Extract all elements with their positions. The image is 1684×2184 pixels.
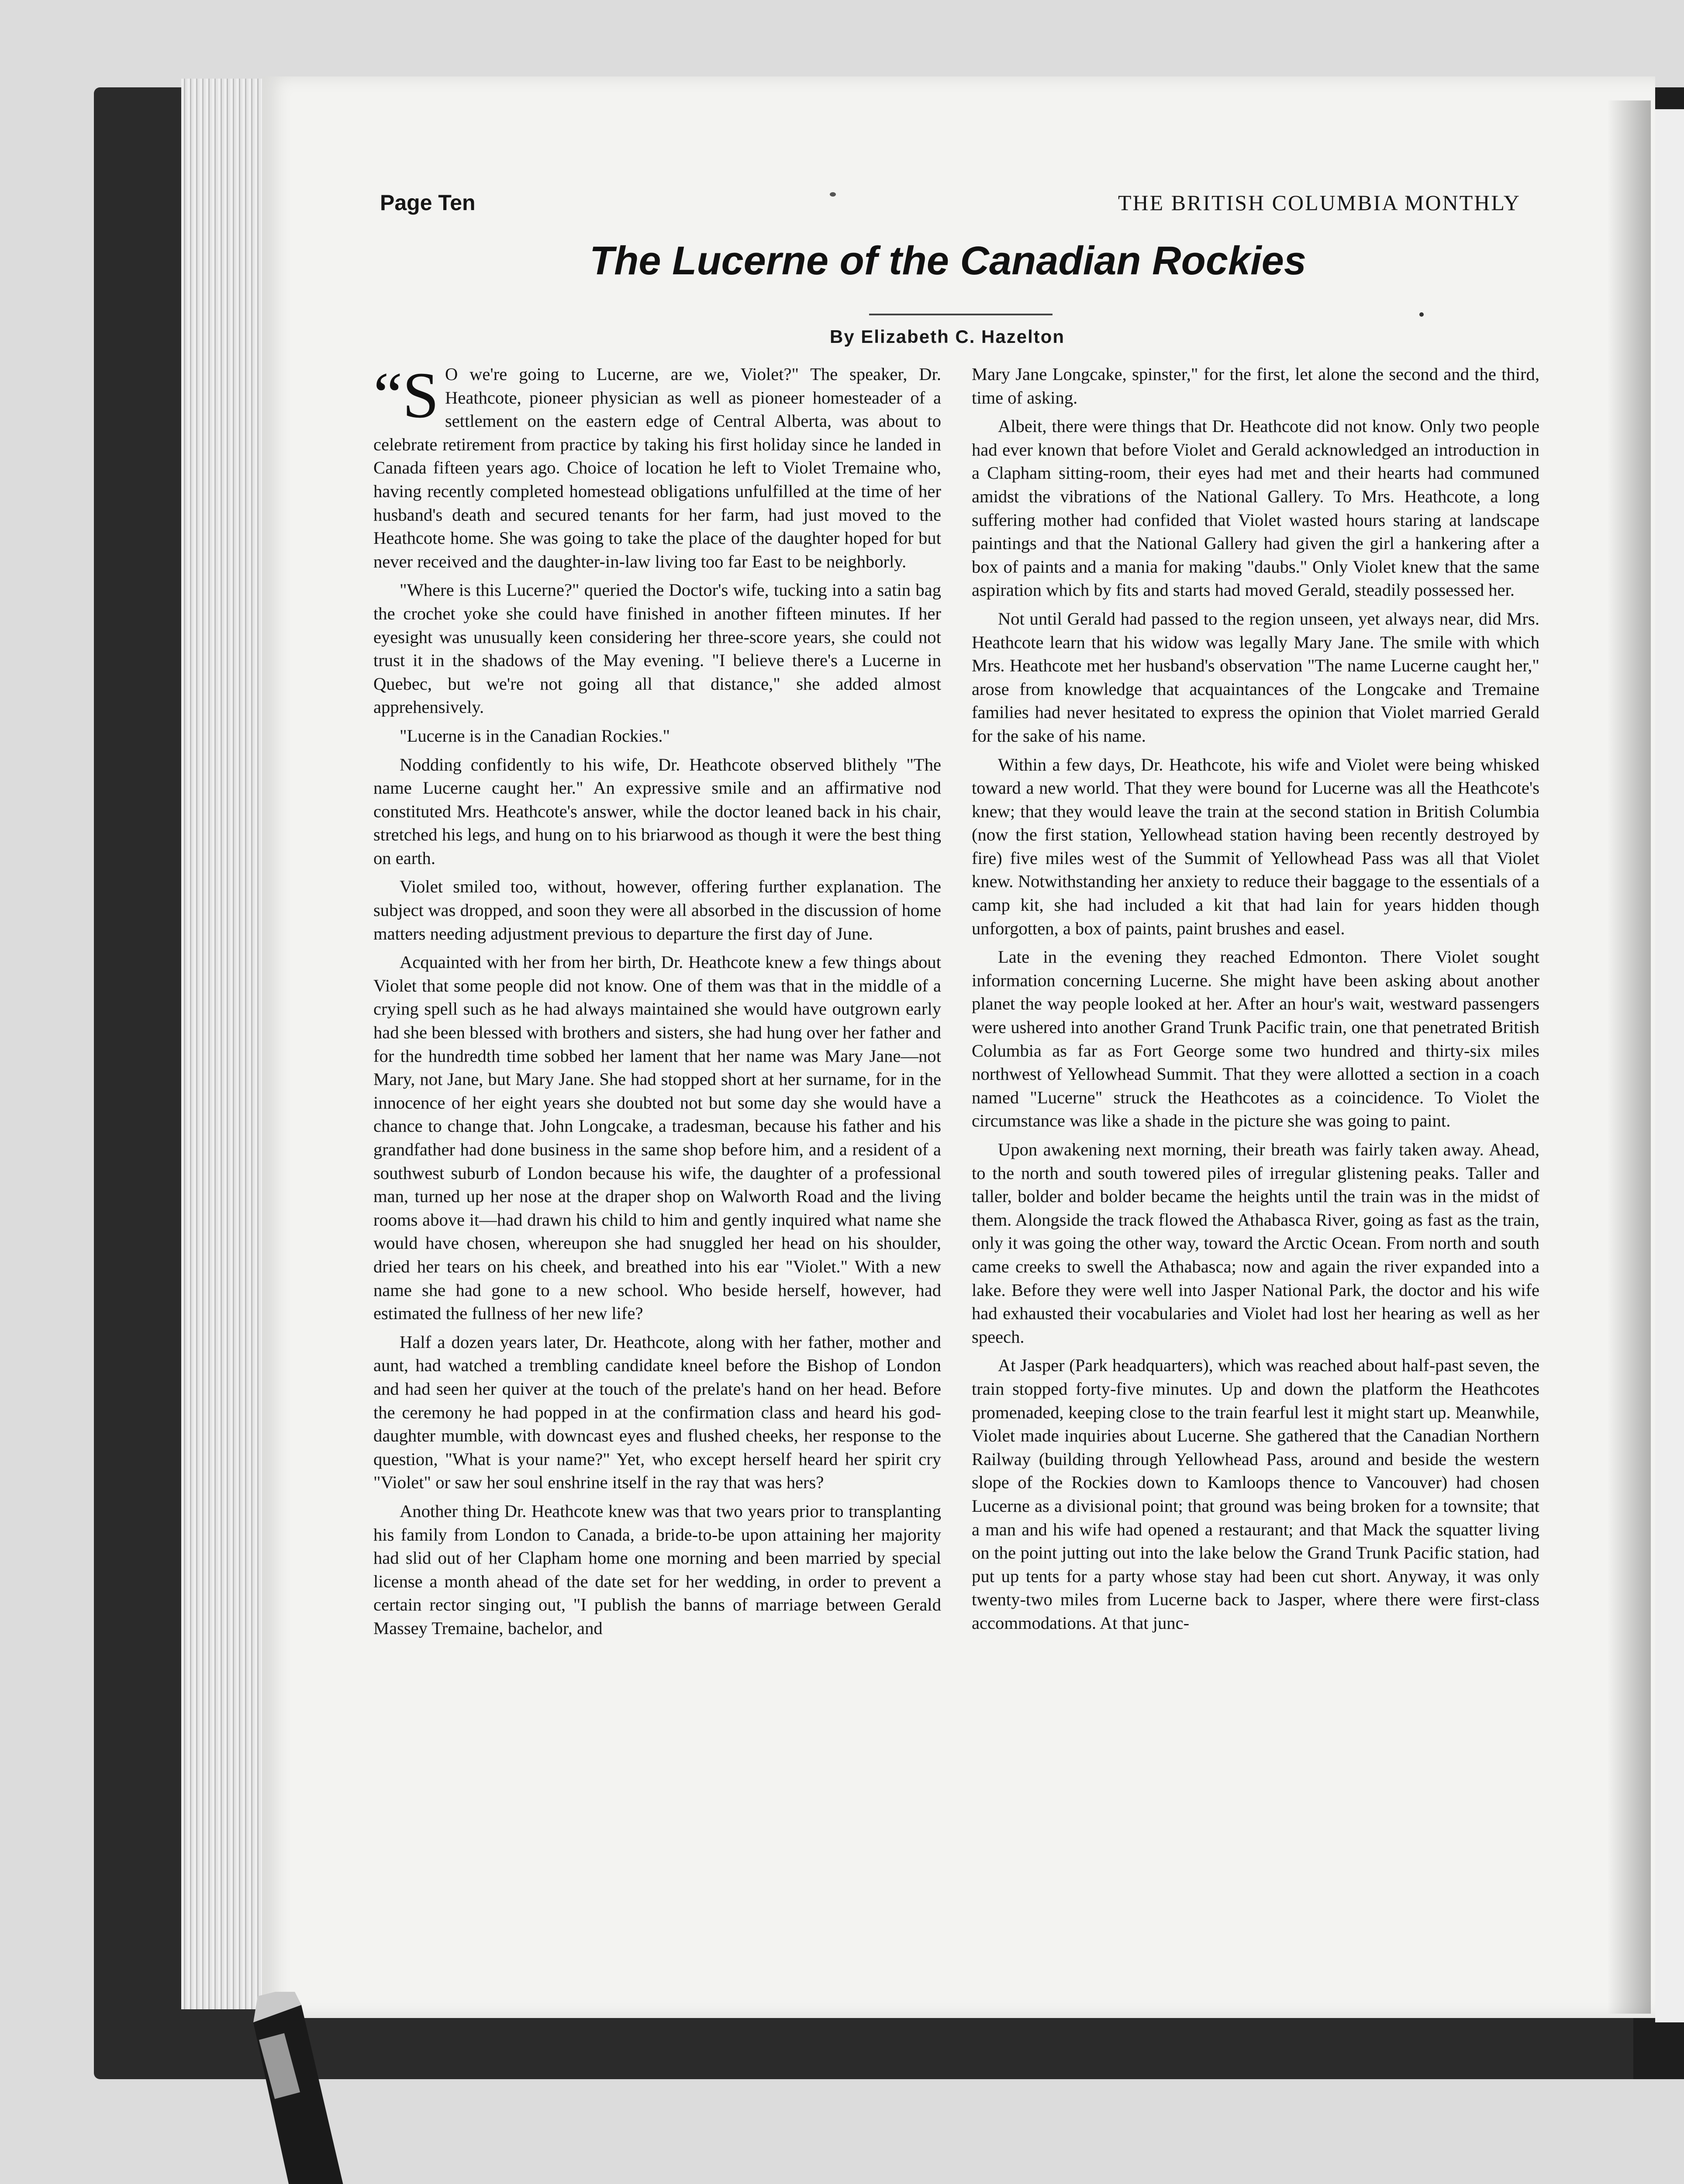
page-speck-2 [1419, 312, 1424, 317]
page-edges [181, 79, 273, 2009]
paragraph: At Jasper (Park headquarters), which was reached about half-past seven, the train stopped forty-five minutes. Up and down the platform the Heathcotes promenaded, keeping close to the train fearful lest it might start up. Meanwhile, Violet made inquiries about Lucerne. She gathered that the Canadian Northern Railway (building through Yellowhead Pass, around and beside the western slope of the Rockies down to Kamloops thence to Vancouver) had chosen Lucerne as a divisional point; that ground was being broken for a townsite; that a man and his wife had opened a restaurant; and that Mack the squatter living on the point jutting out into the lake below the Grand Trunk Pacific station, had put up tents for a party whose stay had been cut short. Anyway, it was only twenty-two miles from Lucerne back to Jasper, where there were first-class accommodations. At that junc- [972, 1355, 1539, 1633]
paragraph: Violet smiled too, without, however, offering further explanation. The subject was dropped, and soon they were all absorbed in the discussion of home matters needing adjustment previous to departure the first day of June. [373, 877, 941, 943]
article-byline: By Elizabeth C. Hazelton [830, 326, 1065, 347]
drop-cap: “S [373, 359, 439, 432]
paragraph: Nodding confidently to his wife, Dr. Heathcote observed blithely "The name Lucerne caught her." An expressive smile and an affirmative nod constituted Mrs. Heathcote's answer, while the doctor leaned back in his chair, stretched his legs, and hung on to his briarwood as though it were the best thing on earth. [373, 754, 941, 868]
page-label: Page Ten [380, 190, 476, 215]
pencil-icon [192, 1992, 376, 2184]
paragraph: Another thing Dr. Heathcote knew was that two years prior to transplanting his family from London to Canada, a bride-to-be upon attaining her majority had slid out of her Clapham home one morning and been married by special license a month ahead of the date set for her wedding, in order to prevent a certain rector singing out, "I publish the banns of marriage between Gerald Massey Tremaine, bachelor, and [373, 1501, 941, 1638]
gutter-shadow [1607, 100, 1651, 2014]
paragraph: Acquainted with her from her birth, Dr. Heathcote knew a few things about Violet that some people did not know. One of them was that in the middle of a crying spell such as he had always maintained she would have outgrown early had she been blessed with brothers and sisters, she had hung over her father and for the hundredth time sobbed her lament that her name was Mary Jane—not Mary, not Jane, but Mary Jane. She had stopped short at her surname, for in the innocence of her eight years she doubted not but some day she would have a chance to change that. John Longcake, a tradesman, because his father and his grandfather had done business in the same shop before him, and a resident of a southwest suburb of London because his wife, the daughter of a professional man, turned up her nose at the draper shop on Walworth Road and the living rooms above it—had drawn his child to him and gently inquired what name she would have chosen, whereupon she had snuggled her head on his shoulder, dried her tears on his cheek, and breathed into his ear "Violet." With a new name she had gone to a new school. Who beside herself, however, had estimated the fullness of her new life? [373, 952, 941, 1324]
paragraph: Mary Jane Longcake, spinster," for the first, let alone the second and the third, time of asking. [972, 364, 1539, 408]
paragraph: Half a dozen years later, Dr. Heathcote, along with her father, mother and aunt, had watched a trembling candidate kneel before the Bishop of London and had seen her quiver at the touch of the prelate's hand on her head. Before the ceremony he had popped in at the confirmation class and heard his god-daughter mumble, with downcast eyes and flushed cheeks, her response to the question, "What is your name?" Yet, who except herself heard her spirit cry "Violet" or saw her soul enshrine itself in the ray that was hers? [373, 1332, 941, 1493]
facing-page-edge [1655, 109, 1684, 2022]
paragraph: Within a few days, Dr. Heathcote, his wife and Violet were being whisked toward a new world. That they were bound for Lucerne was all the Heathcote's knew; that they would leave the train at the second station in British Columbia (now the first station, Yellowhead station having been recently destroyed by fire) five miles west of the Summit of Yellowhead Pass was all that Violet knew. Notwithstanding her anxiety to reduce their baggage to the essentials of a camp kit, she had included a kit that had lain for years hidden though unforgotten, a box of paints, paint brushes and easel. [972, 754, 1539, 938]
left-column [373, 359, 941, 1645]
paragraph: O we're going to Lucerne, are we, Violet?" The speaker, Dr. Heathcote, pioneer physician as well as pioneer homesteader of a settlement on the eastern edge of Central Alberta, was about to celebrate retirement from practice by taking his first holiday since he landed in Canada fifteen years ago. Choice of location he left to Violet Tremaine who, having recently completed homestead obligations unfulfilled at the time of her husband's death and secured tenants for her farm, had just moved to the Heathcote home. She was going to take the place of the daughter hoped for but never received and the daughter-in-law living too far East to be neighborly. [373, 364, 941, 571]
right-column [972, 363, 1539, 1640]
page-speck [830, 192, 836, 197]
title-rule [869, 314, 1052, 315]
paragraph: Late in the evening they reached Edmonton. There Violet sought information concerning Lucerne. She might have been asking about another planet the way people looked at her. After an hour's wait, westward passengers were ushered into another Grand Trunk Pacific train, one that penetrated British Columbia as far as Fort George some two hundred and thirty-six miles northwest of Yellowhead Summit. That they were allotted a section in a coach named "Lucerne" struck the Heathcotes as a coincidence. To Violet the circumstance was like a shade in the picture she was going to paint. [972, 947, 1539, 1131]
paragraph: "Lucerne is in the Canadian Rockies." [400, 726, 670, 746]
journal-name: THE BRITISH COLUMBIA MONTHLY [1118, 190, 1521, 215]
paragraph: Upon awakening next morning, their breath was fairly taken away. Ahead, to the north and south towered piles of irregular glistening peaks. Taller and taller, bolder and bolder became the heights until the train was in the midst of them. Alongside the track flowed the Athabasca River, going as fast as the train, only it was going the other way, toward the Arctic Ocean. From north and south came creeks to swell the Athabasca; now and again the river expanded into a lake. Before they were well into Jasper National Park, the doctor and his wife had exhausted their vocabularies and Violet had lost her hearing as well as her speech. [972, 1140, 1539, 1347]
article-title: The Lucerne of the Canadian Rockies [590, 238, 1307, 283]
paragraph: Not until Gerald had passed to the region unseen, yet always near, did Mrs. Heathcote learn that his widow was legally Mary Jane. The smile with which Mrs. Heathcote met her husband's observation "The name Lucerne caught her," arose from knowledge that acquaintances of the Longcake and Tremaine families had never hesitated to express the opinion that Violet married Gerald for the sake of his name. [972, 608, 1539, 746]
paragraph: "Where is this Lucerne?" queried the Doctor's wife, tucking into a satin bag the crochet yoke she could have finished in another fifteen minutes. If her eyesight was unusually keen considering her three-score years, she could not trust it in the shadows of the May evening. "I believe there's a Lucerne in Quebec, but we're not going all that distance," she added almost apprehensively. [373, 580, 941, 717]
paragraph: Albeit, there were things that Dr. Heathcote did not know. Only two people had ever known that before Violet and Gerald acknowledged an introduction in a Clapham sitting-room, their eyes had met and their hearts had communed amidst the vibrations of the National Gallery. To Mrs. Heathcote, a long suffering mother had confided that Violet wasted hours staring at landscape paintings and that the National Gallery had given the girl a hankering after a box of paints and a mania for making "daubs." Only Violet knew that the same aspiration which by fits and starts had moved Gerald, steadily possessed her. [972, 416, 1539, 600]
